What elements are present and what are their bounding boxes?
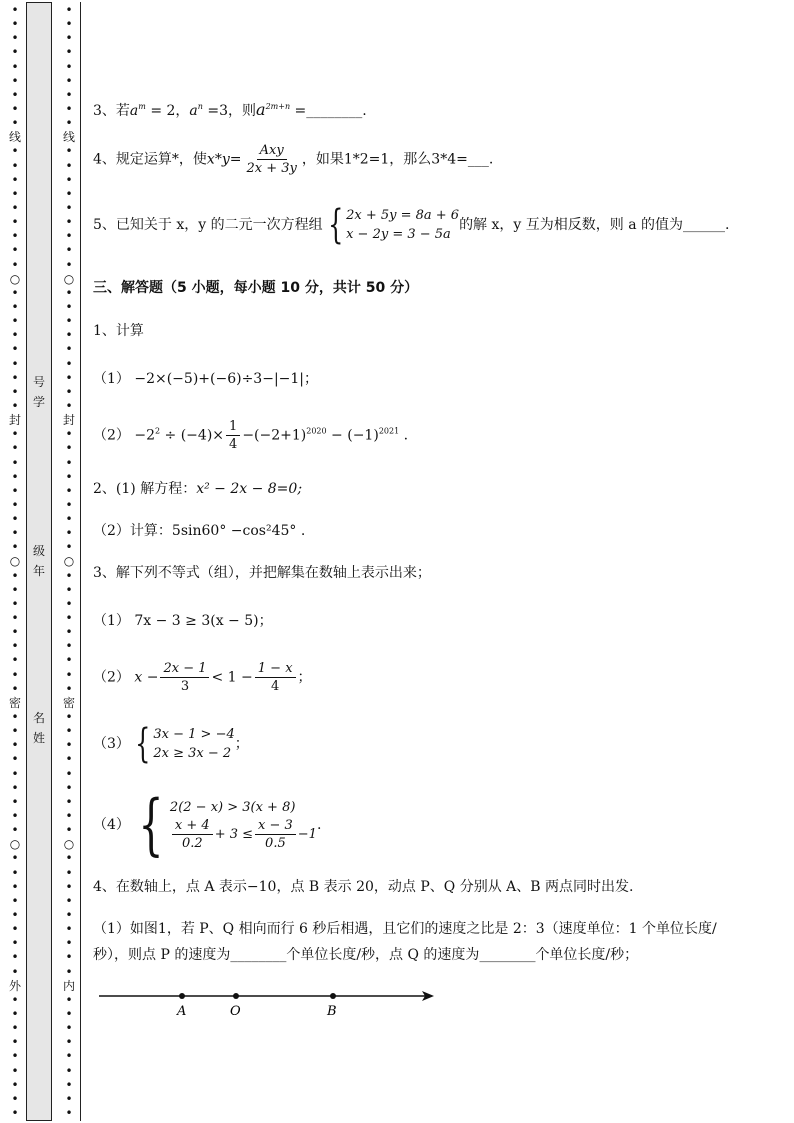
outer-seal-dot: •	[11, 667, 19, 682]
outer-seal-dot: •	[11, 865, 19, 880]
problem-1-part-1: （1） −2×(−5)+(−6)÷3−|−1|；	[93, 371, 319, 387]
q4-end: .	[488, 151, 494, 168]
problem-3-part-2	[93, 660, 312, 695]
outer-seal-dot: •	[11, 200, 19, 215]
q3-prefix: 3、若	[93, 103, 130, 119]
inner-seal-dot: •	[65, 540, 73, 555]
outer-seal-dot: •	[11, 596, 19, 611]
outer-seal-dot: •	[11, 724, 19, 739]
p3-part4-inequality-2	[170, 817, 317, 852]
inner-seal-dot: •	[65, 625, 73, 640]
outer-seal-label: 封	[8, 413, 21, 428]
p4-p-speed-blank[interactable]: ________	[230, 947, 287, 963]
inner-seal-dot: •	[65, 1035, 73, 1050]
outer-seal-dot: •	[11, 625, 19, 640]
inner-seal-label: 内	[62, 978, 75, 993]
q3-eq2: =3，则	[202, 103, 257, 119]
q5-equation-1: 2x + 5y = 8a + 6	[346, 208, 460, 223]
p3-part3-system	[130, 721, 235, 767]
q3-var-a3: a	[256, 100, 266, 119]
p1-part2-c: − (−1)	[326, 427, 379, 444]
outer-seal-dot: •	[11, 794, 19, 809]
outer-seal-dot: •	[11, 186, 19, 201]
inner-seal-dot: •	[65, 73, 73, 88]
p3-part3-end: ；	[234, 736, 249, 752]
outer-seal-dot: •	[11, 653, 19, 668]
p2-part2-expression: 5sin60° −cos²45° .	[171, 523, 306, 539]
section-3-title: 三、解答题（5 小题，每小题 10 分，共计 50 分）	[93, 280, 419, 296]
p3-part2-numerator-2: 1 − x	[255, 660, 296, 678]
outer-seal-dot: •	[11, 540, 19, 555]
outer-seal-dot: •	[11, 1021, 19, 1036]
inner-seal-label: ○	[63, 837, 75, 852]
p3-part2-denominator-1: 3	[180, 679, 190, 694]
inner-seal-dot: •	[65, 215, 73, 230]
inner-seal-dot: •	[65, 483, 73, 498]
q4-eq: =	[229, 151, 242, 168]
question-5	[93, 202, 730, 248]
outer-seal-dot: •	[11, 922, 19, 937]
q5-equation-2: x − 2y = 3 − 5a	[346, 227, 451, 242]
inner-seal-dot: •	[65, 922, 73, 937]
inner-seal-dot: •	[65, 441, 73, 456]
inner-seal-dot: •	[65, 710, 73, 725]
outer-seal-dot: •	[11, 398, 19, 413]
p1-part2-label: （2） −2	[93, 427, 155, 444]
p3-part4-denominator-2: 0.5	[265, 836, 286, 851]
outer-seal-dot: •	[11, 427, 19, 442]
outer-seal-dot: •	[11, 73, 19, 88]
q3-var-a2: a	[189, 103, 198, 119]
p3-part3-label: （3）	[93, 736, 130, 752]
p3-part4-end: .	[316, 817, 322, 833]
p1-part2-b: −(−2+1)	[242, 427, 307, 444]
name-field	[26, 708, 52, 748]
problem-3-part-1: （1） 7x − 3 ≥ 3(x − 5)；	[93, 613, 273, 629]
problem-2-part-1	[93, 478, 302, 498]
outer-seal-dot: •	[11, 526, 19, 541]
outer-seal-dot: •	[11, 384, 19, 399]
q3-eq3: =	[290, 103, 307, 119]
inner-seal-dot: •	[65, 1091, 73, 1106]
problem-3-part-4	[93, 786, 322, 863]
inner-seal-dot: •	[65, 851, 73, 866]
outer-seal-dot: •	[11, 469, 19, 484]
problem-4-part-1-line-2	[93, 944, 638, 964]
p2-part2-prefix: （2）计算：	[93, 523, 172, 539]
inner-seal-dot: •	[65, 865, 73, 880]
inner-seal-dot: •	[65, 780, 73, 795]
outer-seal-dot: •	[11, 752, 19, 767]
problem-2-part-2	[93, 520, 305, 540]
outer-seal-dot: •	[11, 483, 19, 498]
inner-seal-dot: •	[65, 31, 73, 46]
outer-seal-dot: •	[11, 1077, 19, 1092]
outer-seal-dot: •	[11, 710, 19, 725]
p3-part4-tail: −1	[297, 827, 317, 842]
outer-seal-dot: •	[11, 101, 19, 116]
outer-seal-dot: •	[11, 3, 19, 17]
q3-exp-m: m	[138, 102, 146, 111]
inner-seal-dot: •	[65, 596, 73, 611]
q4-prefix: 4、规定运算*，使	[93, 151, 207, 168]
inner-seal-dot: •	[65, 172, 73, 187]
q4-middle-text: ，如果1*2=1，那么3*4=	[301, 151, 468, 168]
inner-seal-dot: •	[65, 766, 73, 781]
inner-seal-dot: •	[65, 144, 73, 159]
inner-seal-column	[57, 0, 81, 1123]
inner-seal-dot: •	[65, 200, 73, 215]
problem-4-intro: 4、在数轴上，点 A 表示−10，点 B 表示 20，动点 P、Q 分别从 A、B 两点同时出发.	[93, 879, 634, 895]
outer-seal-dot: •	[11, 823, 19, 838]
outer-seal-dot: •	[11, 285, 19, 300]
q5-equation-system	[323, 202, 460, 248]
p3-part2-denominator-2: 4	[271, 679, 280, 694]
inner-seal-dot: •	[65, 158, 73, 173]
inner-seal-dot: •	[65, 653, 73, 668]
p3-part2-x: x −	[134, 669, 159, 686]
outer-seal-dot: •	[11, 59, 19, 74]
outer-seal-dot: •	[11, 172, 19, 187]
inner-seal-dot: •	[65, 342, 73, 357]
q3-exp-n: n	[197, 102, 203, 111]
inner-seal-dot: •	[65, 87, 73, 102]
inner-seal-dot: •	[65, 497, 73, 512]
outer-seal-label: ○	[9, 554, 21, 569]
outer-seal-dot: •	[11, 45, 19, 60]
p3-part4-mid: + 3 ≤	[214, 827, 254, 842]
inner-seal-dot: •	[65, 639, 73, 654]
p4-line2-c: 个单位长度/秒；	[535, 947, 639, 963]
inner-seal-dot: •	[65, 229, 73, 244]
inner-seal-dot: •	[65, 384, 73, 399]
outer-seal-dot: •	[11, 370, 19, 385]
p2-part1-prefix: 2、(1) 解方程：	[93, 481, 197, 497]
q5-answer-blank[interactable]: ______	[683, 217, 726, 233]
outer-seal-dot: •	[11, 809, 19, 824]
grade-field	[26, 541, 52, 581]
p3-part3-inequality-1: 3x − 1 > −4	[153, 727, 235, 742]
point-o-label: O	[230, 1004, 241, 1019]
inner-seal-label: 封	[62, 413, 75, 428]
inner-seal-dot: •	[65, 314, 73, 329]
inner-seal-dot: •	[65, 59, 73, 74]
q3-var-a: a	[129, 103, 139, 119]
p3-part4-label: （4）	[93, 817, 130, 833]
problem-4-part-1-line-1: （1）如图1，若 P、Q 相向而行 6 秒后相遇，且它们的速度之比是 2：3（速度单位：1 个单位长度/	[93, 921, 717, 937]
outer-seal-dot: •	[11, 1049, 19, 1064]
p3-part4-denominator-1: 0.2	[181, 836, 203, 851]
inner-seal-dot: •	[65, 186, 73, 201]
inner-seal-dot: •	[65, 823, 73, 838]
inner-seal-dot: •	[65, 964, 73, 979]
q5-end: .	[725, 217, 730, 233]
inner-seal-dot: •	[65, 1105, 73, 1120]
outer-seal-dot: •	[11, 893, 19, 908]
outer-seal-dot: •	[11, 738, 19, 753]
inner-seal-dot: •	[65, 809, 73, 824]
inner-seal-dot: •	[65, 328, 73, 343]
p1-part2-a: ÷ (−4)×	[160, 427, 225, 444]
inner-seal-dot: •	[65, 512, 73, 527]
outer-seal-dot: •	[11, 964, 19, 979]
outer-seal-dot: •	[11, 87, 19, 102]
inner-seal-dot: •	[65, 611, 73, 626]
inner-seal-dot: •	[65, 370, 73, 385]
point-a-marker	[179, 993, 185, 999]
outer-seal-dot: •	[11, 639, 19, 654]
outer-seal-dot: •	[11, 257, 19, 272]
q3-end: .	[362, 103, 367, 119]
outer-seal-dot: •	[11, 441, 19, 456]
inner-seal-dot: •	[65, 469, 73, 484]
p3-part2-fraction-2	[255, 660, 296, 695]
outer-seal-dot: •	[11, 611, 19, 626]
outer-seal-dot: •	[11, 681, 19, 696]
problem-3-part-3	[93, 721, 249, 767]
inner-seal-dot: •	[65, 1049, 73, 1064]
point-b-marker	[330, 993, 336, 999]
question-4	[93, 142, 493, 177]
point-b-label: B	[327, 1004, 337, 1019]
problem-1-title: 1、计算	[93, 323, 144, 339]
p3-part4-numerator-2: x − 3	[255, 817, 296, 835]
outer-seal-label: ○	[9, 271, 21, 286]
outer-seal-dot: •	[11, 158, 19, 173]
inner-seal-dot: •	[65, 1021, 73, 1036]
inner-seal-dot: •	[65, 526, 73, 541]
info-label-name: 名 姓	[32, 711, 45, 745]
outer-seal-dot: •	[11, 328, 19, 343]
p3-part3-inequality-2: 2x ≥ 3x − 2	[153, 746, 232, 761]
outer-seal-dot: •	[11, 766, 19, 781]
point-o-marker	[233, 993, 239, 999]
inner-seal-dot: •	[65, 568, 73, 583]
p1-part2-end: .	[399, 427, 409, 444]
q4-lhs: x*y	[206, 151, 230, 168]
inner-seal-dot: •	[65, 893, 73, 908]
p3-part4-numerator-1: x + 4	[172, 817, 213, 835]
inner-seal-dot: •	[65, 752, 73, 767]
outer-seal-dot: •	[11, 780, 19, 795]
outer-seal-label: 密	[8, 695, 21, 710]
outer-seal-dot: •	[11, 356, 19, 371]
p3-part4-brace: {	[138, 786, 164, 863]
p4-line2-b: 个单位长度/秒，点 Q 的速度为	[286, 947, 480, 963]
p1-part2-numerator: 1	[226, 418, 240, 436]
p3-part4-inequality-1: 2(2 − x) > 3(x + 8)	[169, 800, 296, 815]
outer-seal-dot: •	[11, 144, 19, 159]
outer-seal-label: 线	[8, 130, 21, 145]
p3-part3-brace: {	[135, 721, 151, 767]
outer-seal-dot: •	[11, 1063, 19, 1078]
inner-seal-dot: •	[65, 908, 73, 922]
inner-seal-label: ○	[63, 554, 75, 569]
outer-seal-column	[3, 0, 27, 1123]
p1-part2-sup1: 2	[155, 426, 161, 436]
outer-seal-dot: •	[11, 582, 19, 597]
inner-seal-dot: •	[65, 257, 73, 272]
q3-answer-blank[interactable]: ________	[306, 103, 363, 119]
outer-seal-dot: •	[11, 568, 19, 583]
q4-answer-blank[interactable]: ___	[467, 151, 489, 168]
inner-seal-dot: •	[65, 3, 73, 17]
inner-seal-dot: •	[65, 582, 73, 597]
outer-seal-dot: •	[11, 497, 19, 512]
p3-part2-end: ；	[297, 669, 312, 686]
outer-seal-dot: •	[11, 936, 19, 951]
inner-seal-dot: •	[65, 356, 73, 371]
outer-seal-dot: •	[11, 512, 19, 527]
q5-prefix: 5、已知关于 x，y 的二元一次方程组	[93, 217, 323, 233]
inner-seal-dot: •	[65, 17, 73, 32]
inner-seal-dot: •	[65, 299, 73, 314]
inner-seal-dot: •	[65, 738, 73, 753]
outer-seal-dot: •	[11, 1006, 19, 1021]
outer-seal-dot: •	[11, 17, 19, 32]
outer-seal-dot: •	[11, 455, 19, 470]
outer-seal-dot: •	[11, 1091, 19, 1106]
outer-seal-dot: •	[11, 243, 19, 258]
q4-fraction-denominator: 2x + 3y	[246, 161, 297, 176]
inner-seal-dot: •	[65, 1077, 73, 1092]
inner-seal-dot: •	[65, 1006, 73, 1021]
q3-exp-2mn: 2m+n	[265, 102, 291, 111]
p4-q-speed-blank[interactable]: ________	[479, 947, 536, 963]
inner-seal-dot: •	[65, 879, 73, 894]
outer-seal-dot: •	[11, 342, 19, 357]
inner-seal-label: ○	[63, 271, 75, 286]
problem-1-part-2	[93, 418, 408, 453]
outer-seal-dot: •	[11, 314, 19, 329]
outer-seal-dot: •	[11, 215, 19, 230]
inner-seal-dot: •	[65, 285, 73, 300]
info-label-number: 号 学	[32, 375, 45, 409]
outer-seal-label: 外	[8, 978, 21, 993]
inner-seal-dot: •	[65, 936, 73, 951]
q5-brace: {	[327, 202, 343, 248]
p3-part2-fraction-1	[160, 660, 209, 695]
number-line-figure	[96, 985, 441, 1025]
p1-part2-denominator: 4	[229, 437, 238, 452]
inner-seal-label: 线	[62, 130, 75, 145]
p3-part2-mid: < 1 −	[211, 669, 253, 686]
inner-seal-dot: •	[65, 950, 73, 965]
outer-seal-dot: •	[11, 1035, 19, 1050]
outer-seal-dot: •	[11, 229, 19, 244]
student-number-field	[26, 372, 52, 412]
inner-seal-dot: •	[65, 116, 73, 131]
inner-seal-dot: •	[65, 45, 73, 60]
problem-3-title: 3、解下列不等式（组），并把解集在数轴上表示出来；	[93, 565, 431, 581]
q5-suffix: 的解 x，y 互为相反数，则 a 的值为	[459, 217, 684, 233]
p3-part2-numerator-1: 2x − 1	[160, 660, 209, 678]
outer-seal-dot: •	[11, 299, 19, 314]
inner-seal-dot: •	[65, 455, 73, 470]
q4-fraction	[243, 142, 299, 177]
inner-seal-dot: •	[65, 243, 73, 258]
outer-seal-dot: •	[11, 1105, 19, 1120]
question-3	[93, 100, 367, 120]
p4-line2-a: 秒），则点 P 的速度为	[93, 947, 231, 963]
outer-seal-label: ○	[9, 837, 21, 852]
outer-seal-dot: •	[11, 116, 19, 131]
inner-seal-dot: •	[65, 681, 73, 696]
inner-seal-dot: •	[65, 992, 73, 1007]
inner-seal-dot: •	[65, 794, 73, 809]
outer-seal-dot: •	[11, 950, 19, 965]
outer-seal-dot: •	[11, 851, 19, 866]
q3-eq1: = 2，	[145, 103, 190, 119]
point-a-label: A	[177, 1004, 187, 1019]
p1-part2-fraction	[226, 418, 240, 453]
inner-seal-label: 密	[62, 695, 75, 710]
info-label-grade: 级 年	[32, 544, 45, 578]
p3-part2-label: （2）	[93, 669, 130, 686]
outer-seal-dot: •	[11, 879, 19, 894]
inner-seal-dot: •	[65, 101, 73, 116]
inner-seal-dot: •	[65, 427, 73, 442]
inner-seal-dot: •	[65, 724, 73, 739]
p2-part1-equation: x² − 2x − 8=0;	[196, 481, 303, 497]
inner-seal-dot: •	[65, 1063, 73, 1078]
outer-seal-dot: •	[11, 31, 19, 46]
outer-seal-dot: •	[11, 992, 19, 1007]
inner-seal-dot: •	[65, 398, 73, 413]
q4-fraction-numerator: Axy	[257, 142, 287, 160]
p1-part2-sup3: 2021	[378, 426, 400, 436]
p3-part4-system	[130, 786, 317, 863]
inner-seal-dot: •	[65, 667, 73, 682]
p1-part2-sup2: 2020	[306, 426, 327, 436]
outer-seal-dot: •	[11, 908, 19, 922]
